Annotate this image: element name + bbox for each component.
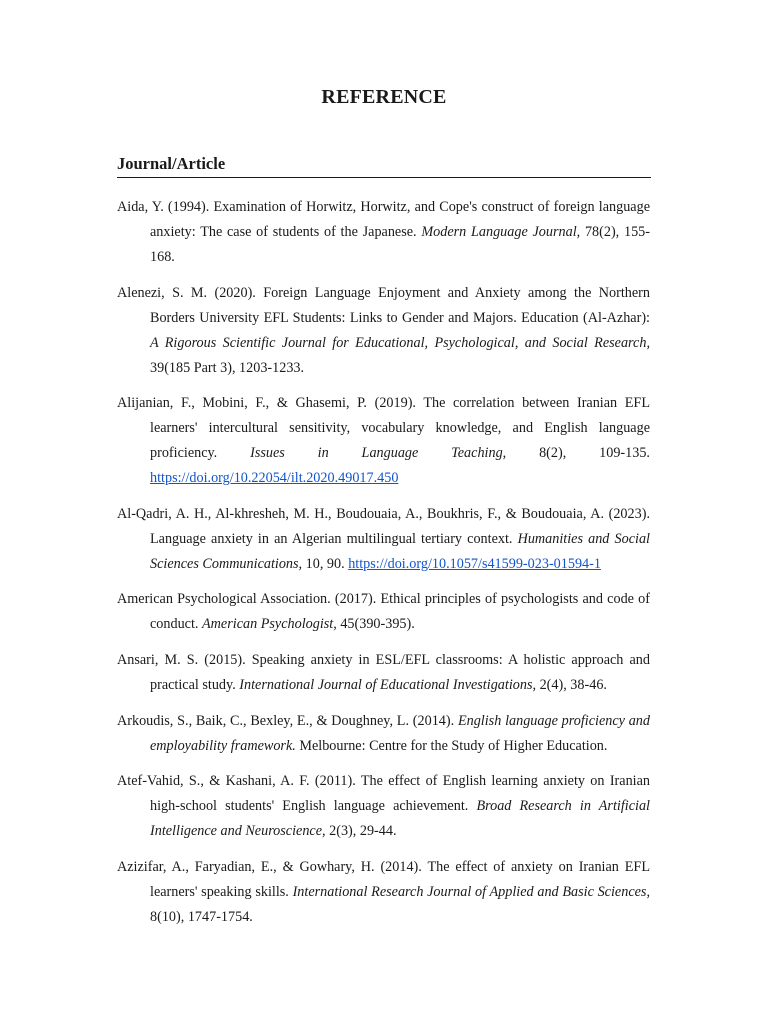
reference-text: Ansari, M. S. (2015). Speaking anxiety in ESL/EFL classrooms: A holistic approach and practical study.: [117, 651, 650, 693]
reference-details: , 8(10), 1747-1754.: [150, 883, 650, 925]
reference-source: Broad Research in Artificial Intelligence and Neuroscience: [150, 798, 650, 840]
reference-source: English language proficiency and employability framework.: [150, 712, 650, 754]
reference-source: Humanities and Social Sciences Communications,: [150, 530, 650, 572]
reference-text: Atef-Vahid, S., & Kashani, A. F. (2011). The effect of English learning anxiety on Iranian high-school students' English language achievement.: [117, 773, 650, 815]
reference-details: , 45(390-395).: [333, 616, 415, 633]
reference-text: Azizifar, A., Faryadian, E., & Gowhary, H. (2014). The effect of anxiety on Iranian EFL learners' speaking skills.: [117, 858, 650, 900]
reference-source: A Rigorous Scientific Journal for Educational, Psychological, and Social Research,: [150, 334, 650, 351]
reference-source: American Psychologist: [202, 616, 334, 633]
reference-text: Alenezi, S. M. (2020). Foreign Language Enjoyment and Anxiety among the Northern Borders University EFL Students: Links to Gender and Majors. Education (Al-Azhar):: [117, 284, 650, 326]
reference-details: 2(4), 38-46.: [536, 676, 607, 693]
reference-entry: [117, 709, 650, 759]
reference-source: International Research Journal of Applied and Basic Sciences: [292, 883, 647, 900]
reference-entry: [117, 769, 650, 844]
doi-link[interactable]: https://doi.org/10.1057/s41599-023-01594-1: [348, 555, 601, 572]
reference-details: Melbourne: Centre for the Study of Higher Education.: [295, 737, 608, 754]
reference-source: Issues in Language Teaching: [250, 445, 503, 462]
reference-details: 10, 90.: [302, 555, 349, 572]
reference-text: Arkoudis, S., Baik, C., Bexley, E., & Doughney, L. (2014).: [117, 712, 458, 729]
reference-entry: [117, 648, 650, 698]
doi-link[interactable]: https://doi.org/10.22054/ilt.2020.49017.450: [150, 470, 399, 487]
reference-text: Aida, Y. (1994). Examination of Horwitz, Horwitz, and Cope's construct of foreign language anxiety: The case of students of the Japanese.: [117, 199, 650, 240]
reference-text: Alijanian, F., Mobini, F., & Ghasemi, P. (2019). The correlation between Iranian EFL learners' intercultural sensitivity, vocabulary knowledge, and English language proficiency.: [117, 395, 650, 462]
reference-text: American Psychological Association. (2017). Ethical principles of psychologists and code of conduct.: [117, 591, 650, 633]
section-divider: [117, 177, 651, 178]
reference-entry: [117, 281, 650, 381]
reference-details: 39(185 Part 3), 1203-1233.: [150, 359, 305, 376]
reference-entry: [117, 391, 650, 491]
page-title: REFERENCE: [321, 86, 447, 108]
section-heading: Journal/Article: [117, 154, 226, 173]
reference-entry: [117, 855, 650, 930]
reference-entry: [117, 195, 650, 270]
reference-source: Modern Language Journal,: [421, 224, 581, 240]
reference-details: , 2(3), 29-44.: [322, 823, 397, 840]
reference-details: 78(2), 155-168.: [150, 224, 650, 265]
reference-text: Al-Qadri, A. H., Al-khresheh, M. H., Boudouaia, A., Boukhris, F., & Boudouaia, A. (2023). Language anxiety in an Algerian multilingual tertiary context.: [117, 505, 650, 547]
reference-source: International Journal of Educational Investigations,: [239, 676, 537, 693]
reference-entry: [117, 587, 650, 637]
reference-entry: [117, 502, 650, 577]
reference-list: [117, 195, 650, 940]
reference-details: , 8(2), 109-135.: [502, 445, 650, 462]
